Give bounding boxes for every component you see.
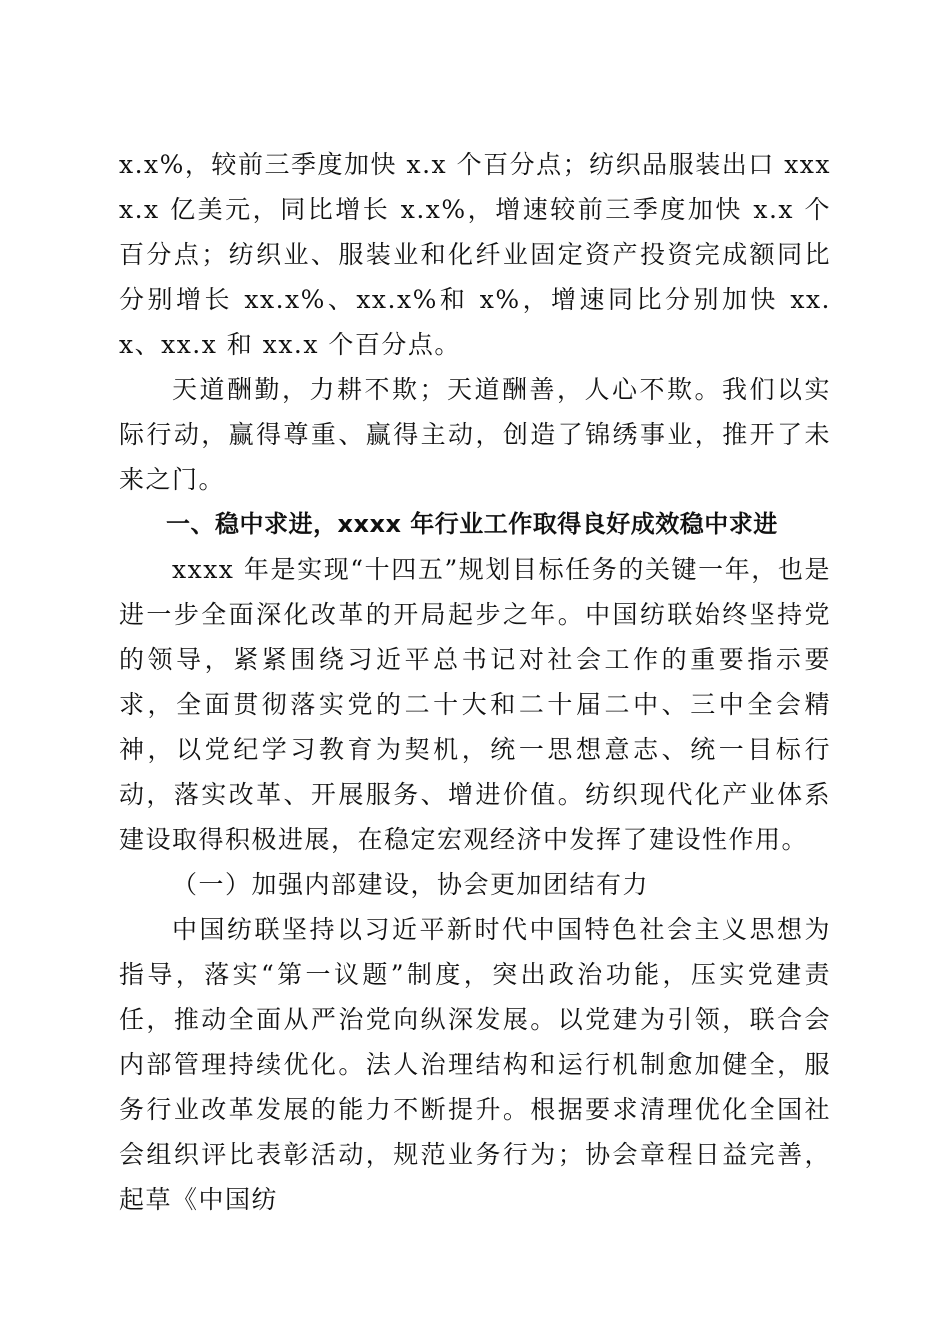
paragraph-internal-building: 中国纺联坚持以习近平新时代中国特色社会主义思想为指导，落实“第一议题”制度，突出政治功能，压实党建责任，推动全面从严治党向纵深发展。以党建为引领，联合会内部管理持续优化。法人治理结构和运行机制愈加健全，服务行业改革发展的能力不断提升。根据要求清理优化全国社会组织评比表彰活动，规范业务行为；协会章程日益完善，起草《中国纺: [119, 915, 831, 1214]
document-body: [119, 142, 831, 1222]
paragraph-motto: 天道酬勤，力耕不欺；天道酬善，人心不欺。我们以实际行动，赢得尊重、赢得主动，创造了锦绣事业，推开了未来之门。: [119, 375, 831, 494]
paragraph-export-statistics: x.x%，较前三季度加快 x.x 个百分点；纺织品服装出口 xxxx.x 亿美元，同比增长 x.x%，增速较前三季度加快 x.x 个百分点；纺织业、服装业和化纤业固定资产投资完成额同比分别增长 xx.x%、xx.x%和 x%，增速同比分别加快 xx.x、xx.x 和 xx.x 个百分点。: [119, 150, 831, 359]
section-heading-1: 一、稳中求进，xxxx 年行业工作取得良好成效稳中求进: [166, 510, 778, 538]
subsection-heading-1: （一）加强内部建设，协会更加团结有力: [172, 870, 650, 899]
paragraph-year-overview: xxxx 年是实现“十四五”规划目标任务的关键一年，也是进一步全面深化改革的开局起步之年。中国纺联始终坚持党的领导，紧紧围绕习近平总书记对社会工作的重要指示要求，全面贯彻落实党的二十大和二十届二中、三中全会精神，以党纪学习教育为契机，统一思想意志、统一目标行动，落实改革、开展服务、增进价值。纺织现代化产业体系建设取得积极进展，在稳定宏观经济中发挥了建设性作用。: [119, 555, 831, 854]
